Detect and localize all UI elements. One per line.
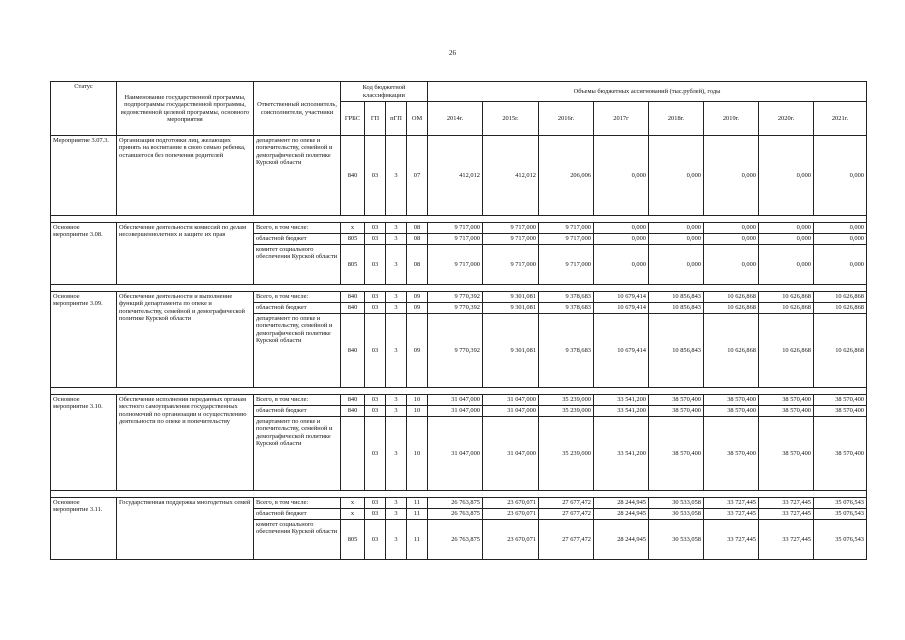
- cell-program-name: Организация подготовки лиц, желающих принять на воспитание в свою семью ребенка, оставшегося без попечения родителей: [117, 136, 254, 216]
- table-row: [51, 223, 867, 234]
- cell-code-gp: 03: [365, 136, 386, 216]
- cell-code-grbs: 805: [341, 234, 365, 245]
- cell-amount: 0,000: [814, 234, 867, 245]
- cell-amount: 33 727,445: [704, 498, 759, 509]
- cell-amount: 38 570,400: [649, 395, 704, 406]
- cell-amount: 27 677,472: [539, 520, 594, 560]
- block-spacer: [51, 388, 867, 395]
- cell-code-gp: 03: [365, 292, 386, 303]
- cell-amount: 0,000: [704, 136, 759, 216]
- cell-responsible: областной бюджет: [254, 406, 341, 417]
- cell-amount: 33 541,200: [594, 395, 649, 406]
- cell-amount: 38 570,400: [814, 406, 867, 417]
- cell-amount: 10 626,868: [814, 303, 867, 314]
- cell-amount: 10 626,868: [814, 314, 867, 388]
- cell-status: Мероприятие 3.07.3.: [51, 136, 117, 216]
- cell-amount: 412,012: [428, 136, 483, 216]
- cell-code-grbs: 840: [341, 136, 365, 216]
- cell-amount: 38 570,400: [704, 417, 759, 491]
- cell-amount: 0,000: [649, 136, 704, 216]
- cell-status: Основное мероприятие 3.09.: [51, 292, 117, 388]
- cell-code-gp: 03: [365, 223, 386, 234]
- cell-amount: 0,000: [594, 223, 649, 234]
- cell-amount: 0,000: [704, 223, 759, 234]
- cell-code-grbs: [341, 417, 365, 491]
- cell-amount: 9 717,000: [428, 223, 483, 234]
- cell-amount: 9 717,000: [539, 245, 594, 285]
- cell-code-gp: 03: [365, 395, 386, 406]
- cell-code-grbs: x: [341, 509, 365, 520]
- cell-amount: 10 626,868: [759, 314, 814, 388]
- cell-amount: 9 301,081: [483, 303, 539, 314]
- cell-responsible: комитет социального обеспечения Курской области: [254, 520, 341, 560]
- cell-amount: 38 570,400: [759, 395, 814, 406]
- header-year: 2019г.: [704, 102, 759, 136]
- cell-amount: 0,000: [594, 136, 649, 216]
- cell-amount: 23 670,071: [483, 509, 539, 520]
- cell-amount: 10 856,843: [649, 292, 704, 303]
- cell-code-pgp: 3: [386, 234, 407, 245]
- cell-amount: 38 570,400: [759, 406, 814, 417]
- cell-amount: 10 856,843: [649, 303, 704, 314]
- cell-code-pgp: 3: [386, 417, 407, 491]
- cell-code-gp: 03: [365, 234, 386, 245]
- cell-amount: 33 541,200: [594, 417, 649, 491]
- cell-amount: 0,000: [704, 245, 759, 285]
- cell-amount: 10 679,414: [594, 314, 649, 388]
- cell-status: Основное мероприятие 3.11.: [51, 498, 117, 560]
- cell-code-pgp: 3: [386, 498, 407, 509]
- page-number: 26: [449, 49, 456, 57]
- cell-amount: 10 679,414: [594, 292, 649, 303]
- cell-program-name: Обеспечение исполнения переданных органам местного самоуправления государственных полномочий по организации и осуществлению деятельности по опеке и попечительству: [117, 395, 254, 491]
- cell-code-grbs: 840: [341, 406, 365, 417]
- header-code-col: ГРБС: [341, 102, 365, 136]
- cell-code-pgp: 3: [386, 223, 407, 234]
- cell-code-om: 08: [407, 234, 428, 245]
- cell-code-pgp: 3: [386, 303, 407, 314]
- cell-amount: 0,000: [814, 136, 867, 216]
- header-code-col: ГП: [365, 102, 386, 136]
- cell-amount: 33 727,445: [704, 509, 759, 520]
- cell-amount: 0,000: [649, 234, 704, 245]
- cell-amount: 38 570,400: [759, 417, 814, 491]
- cell-amount: 28 244,945: [594, 509, 649, 520]
- cell-amount: 33 541,200: [594, 406, 649, 417]
- cell-code-pgp: 3: [386, 395, 407, 406]
- cell-amount: 30 533,058: [649, 509, 704, 520]
- cell-code-om: 11: [407, 520, 428, 560]
- cell-code-grbs: 840: [341, 395, 365, 406]
- cell-amount: 9 717,000: [483, 234, 539, 245]
- cell-amount: 31 047,000: [483, 395, 539, 406]
- cell-responsible: Всего, в том числе:: [254, 498, 341, 509]
- cell-code-om: 11: [407, 509, 428, 520]
- cell-amount: 31 047,000: [483, 417, 539, 491]
- cell-code-grbs: x: [341, 498, 365, 509]
- block-spacer: [51, 216, 867, 223]
- cell-code-om: 08: [407, 223, 428, 234]
- cell-amount: 9 717,000: [428, 245, 483, 285]
- cell-amount: 9 378,683: [539, 292, 594, 303]
- cell-amount: 0,000: [704, 234, 759, 245]
- header-year: 2018г.: [649, 102, 704, 136]
- cell-status: Основное мероприятие 3.10.: [51, 395, 117, 491]
- cell-amount: 0,000: [759, 245, 814, 285]
- cell-amount: 0,000: [759, 234, 814, 245]
- cell-amount: 0,000: [649, 223, 704, 234]
- table-row: [51, 136, 867, 216]
- cell-amount: 9 301,081: [483, 292, 539, 303]
- cell-code-gp: 03: [365, 314, 386, 388]
- cell-amount: 23 670,071: [483, 498, 539, 509]
- cell-amount: 31 047,000: [428, 417, 483, 491]
- cell-amount: 9 717,000: [483, 245, 539, 285]
- cell-amount: 27 677,472: [539, 509, 594, 520]
- cell-code-om: 07: [407, 136, 428, 216]
- cell-code-gp: 03: [365, 245, 386, 285]
- cell-code-pgp: 3: [386, 314, 407, 388]
- header-year: 2016г.: [539, 102, 594, 136]
- cell-responsible: Всего, в том числе:: [254, 395, 341, 406]
- budget-table: [50, 81, 867, 560]
- cell-amount: 9 301,081: [483, 314, 539, 388]
- cell-amount: 0,000: [594, 245, 649, 285]
- cell-amount: 31 047,000: [428, 395, 483, 406]
- cell-amount: 9 770,392: [428, 314, 483, 388]
- cell-amount: 30 533,058: [649, 520, 704, 560]
- cell-amount: 9 717,000: [428, 234, 483, 245]
- cell-code-pgp: 3: [386, 509, 407, 520]
- cell-code-om: 10: [407, 406, 428, 417]
- table-row: [51, 292, 867, 303]
- cell-amount: 38 570,400: [649, 417, 704, 491]
- cell-amount: 10 856,843: [649, 314, 704, 388]
- cell-amount: 9 770,392: [428, 292, 483, 303]
- cell-code-grbs: x: [341, 223, 365, 234]
- cell-status: Основное мероприятие 3.08.: [51, 223, 117, 285]
- cell-amount: 9 378,683: [539, 314, 594, 388]
- cell-amount: 35 076,543: [814, 509, 867, 520]
- cell-code-om: 10: [407, 395, 428, 406]
- cell-amount: 0,000: [814, 223, 867, 234]
- cell-amount: 35 239,000: [539, 395, 594, 406]
- cell-amount: 38 570,400: [704, 406, 759, 417]
- table-header: [51, 82, 867, 136]
- cell-amount: 0,000: [649, 245, 704, 285]
- cell-code-grbs: 805: [341, 245, 365, 285]
- cell-amount: 10 679,414: [594, 303, 649, 314]
- header-year: 2015г.: [483, 102, 539, 136]
- header-code: Код бюджетной классификации: [341, 82, 428, 102]
- cell-amount: 10 626,868: [704, 303, 759, 314]
- cell-program-name: Обеспечение деятельности комиссий по делам несовершеннолетних и защите их прав: [117, 223, 254, 285]
- cell-amount: 26 763,875: [428, 520, 483, 560]
- header-name: Наименование государственной программы, подпрограммы государственной программы, ведомственной целевой программы, основного мероприятия: [117, 82, 254, 136]
- table-row: [51, 395, 867, 406]
- cell-responsible: комитет социального обеспечения Курской области: [254, 245, 341, 285]
- cell-amount: 9 717,000: [483, 223, 539, 234]
- cell-amount: 9 770,392: [428, 303, 483, 314]
- cell-amount: 33 727,445: [759, 520, 814, 560]
- cell-amount: 23 670,071: [483, 520, 539, 560]
- cell-amount: 0,000: [814, 245, 867, 285]
- cell-responsible: областной бюджет: [254, 303, 341, 314]
- header-year: 2017г: [594, 102, 649, 136]
- cell-code-om: 09: [407, 314, 428, 388]
- cell-code-pgp: 3: [386, 136, 407, 216]
- header-status: Статус: [51, 82, 117, 136]
- cell-amount: 9 378,683: [539, 303, 594, 314]
- cell-code-gp: 03: [365, 509, 386, 520]
- cell-amount: 33 727,445: [704, 520, 759, 560]
- header-volumes: Объемы бюджетных ассигнований (тыс.рублей), годы: [428, 82, 867, 102]
- cell-program-name: Обеспечение деятельности и выполнение функций департамента по опеке и попечительству, семейной и демографической политике Курской области: [117, 292, 254, 388]
- cell-amount: 27 677,472: [539, 498, 594, 509]
- cell-code-gp: 03: [365, 498, 386, 509]
- cell-code-grbs: 840: [341, 314, 365, 388]
- cell-amount: 35 076,543: [814, 498, 867, 509]
- cell-code-om: 10: [407, 417, 428, 491]
- cell-responsible: областной бюджет: [254, 234, 341, 245]
- cell-code-gp: 03: [365, 303, 386, 314]
- header-year: 2014г.: [428, 102, 483, 136]
- cell-amount: 10 626,868: [759, 303, 814, 314]
- cell-code-om: 09: [407, 292, 428, 303]
- table-row: [51, 498, 867, 509]
- cell-code-gp: 03: [365, 417, 386, 491]
- cell-amount: 35 239,000: [539, 406, 594, 417]
- block-spacer: [51, 285, 867, 292]
- cell-code-gp: 03: [365, 406, 386, 417]
- header-code-col: пГП: [386, 102, 407, 136]
- cell-amount: 26 763,875: [428, 509, 483, 520]
- cell-amount: 31 047,000: [483, 406, 539, 417]
- cell-amount: 33 727,445: [759, 498, 814, 509]
- cell-amount: 38 570,400: [704, 395, 759, 406]
- cell-code-grbs: 840: [341, 303, 365, 314]
- cell-responsible: Всего, в том числе:: [254, 292, 341, 303]
- cell-amount: 30 533,058: [649, 498, 704, 509]
- cell-amount: 33 727,445: [759, 509, 814, 520]
- cell-code-pgp: 3: [386, 292, 407, 303]
- cell-code-pgp: 3: [386, 406, 407, 417]
- cell-amount: 9 717,000: [539, 234, 594, 245]
- cell-code-grbs: 805: [341, 520, 365, 560]
- cell-code-gp: 03: [365, 520, 386, 560]
- cell-code-pgp: 3: [386, 245, 407, 285]
- cell-responsible: департамент по опеке и попечительству, семейной и демографической политике Курской области: [254, 417, 341, 491]
- cell-amount: 10 626,868: [704, 292, 759, 303]
- cell-amount: 412,012: [483, 136, 539, 216]
- cell-responsible: департамент по опеке и попечительству, семейной и демографической политике Курской области: [254, 136, 341, 216]
- cell-code-om: 09: [407, 303, 428, 314]
- cell-code-om: 08: [407, 245, 428, 285]
- cell-amount: 35 076,543: [814, 520, 867, 560]
- cell-responsible: департамент по опеке и попечительству, семейной и демографической политике Курской области: [254, 314, 341, 388]
- cell-amount: 28 244,945: [594, 520, 649, 560]
- header-responsible: Ответственный исполнитель, соисполнители, участники: [254, 82, 341, 136]
- cell-program-name: Государственная поддержка многодетных семей: [117, 498, 254, 560]
- cell-amount: 38 570,400: [649, 406, 704, 417]
- cell-amount: 10 626,868: [704, 314, 759, 388]
- cell-amount: 35 239,000: [539, 417, 594, 491]
- cell-amount: 0,000: [759, 223, 814, 234]
- cell-code-pgp: 3: [386, 520, 407, 560]
- cell-code-om: 11: [407, 498, 428, 509]
- cell-responsible: областной бюджет: [254, 509, 341, 520]
- block-spacer: [51, 491, 867, 498]
- cell-amount: 10 626,868: [814, 292, 867, 303]
- header-code-col: ОМ: [407, 102, 428, 136]
- cell-responsible: Всего, в том числе:: [254, 223, 341, 234]
- cell-amount: 26 763,875: [428, 498, 483, 509]
- cell-amount: 10 626,868: [759, 292, 814, 303]
- cell-code-grbs: 840: [341, 292, 365, 303]
- cell-amount: 31 047,000: [428, 406, 483, 417]
- cell-amount: 28 244,945: [594, 498, 649, 509]
- cell-amount: 38 570,400: [814, 417, 867, 491]
- cell-amount: 38 570,400: [814, 395, 867, 406]
- cell-amount: 206,006: [539, 136, 594, 216]
- cell-amount: 0,000: [594, 234, 649, 245]
- cell-amount: 0,000: [759, 136, 814, 216]
- header-year: 2020г.: [759, 102, 814, 136]
- header-year: 2021г.: [814, 102, 867, 136]
- cell-amount: 9 717,000: [539, 223, 594, 234]
